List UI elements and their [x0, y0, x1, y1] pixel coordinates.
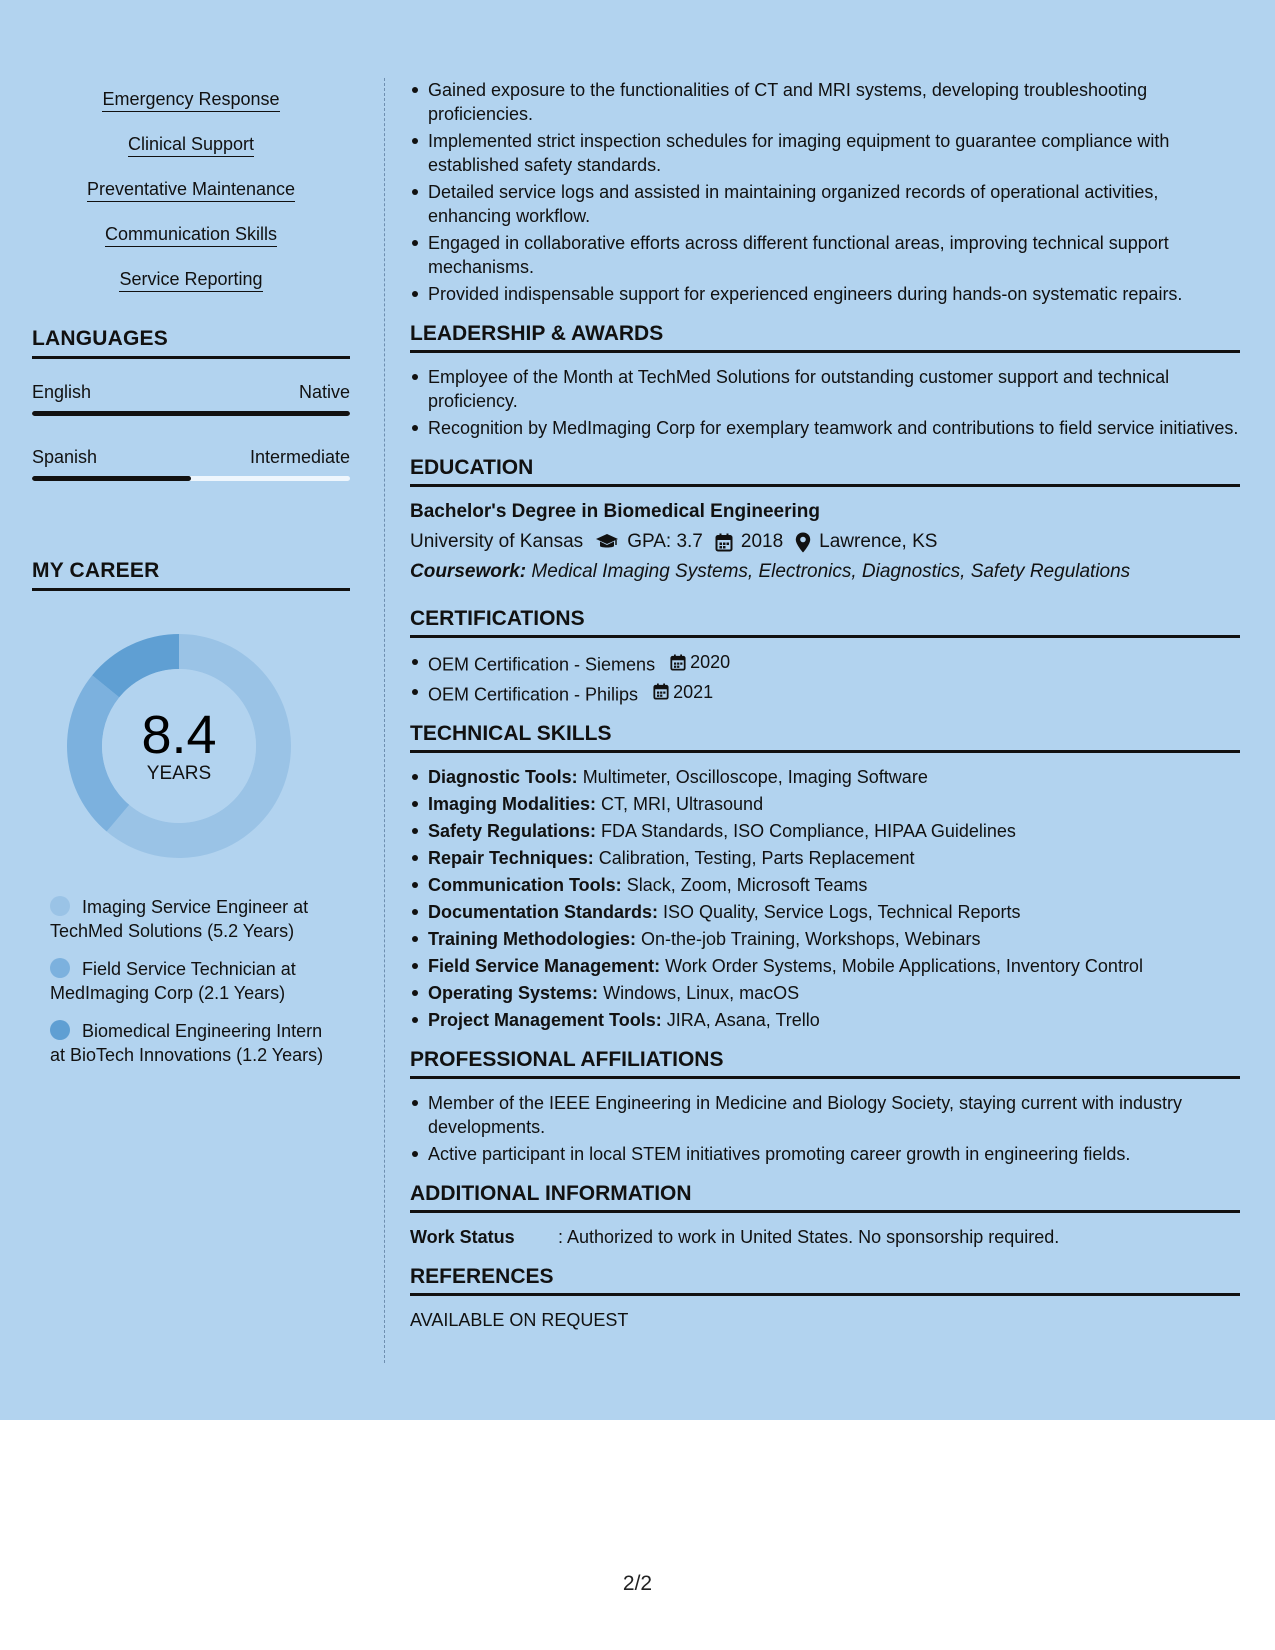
education-coursework [410, 559, 1240, 585]
education-location: Lawrence, KS [819, 531, 938, 552]
career-legend [32, 895, 332, 1067]
technical-skill-item: Diagnostic Tools: Multimeter, Oscilloscope, Imaging Software [410, 765, 1240, 789]
technical-skill-item: Training Methodologies: On-the-job Training, Workshops, Webinars [410, 927, 1240, 951]
legend-item: Biomedical Engineering Intern at BioTech Innovations (1.2 Years) [50, 1021, 324, 1065]
education-meta [410, 529, 1240, 555]
language-bar [32, 476, 350, 481]
technical-skills-list [410, 765, 1240, 1032]
language-level: Intermediate [249, 447, 350, 467]
coursework-label: Coursework: [410, 561, 527, 582]
work-status-value: : Authorized to work in United States. No sponsorship required. [558, 1227, 1060, 1247]
affiliations-list [410, 1091, 1240, 1166]
experience-bullet: Detailed service logs and assisted in maintaining organized records of operational activities, enhancing workflow. [410, 180, 1240, 228]
career-donut-chart [66, 633, 292, 859]
technical-skill-item: Field Service Management: Work Order Systems, Mobile Applications, Inventory Control [410, 954, 1240, 978]
skill-item: Emergency Response [32, 88, 350, 113]
technical-skill-item: Documentation Standards: ISO Quality, Service Logs, Technical Reports [410, 900, 1240, 924]
education-school: University of Kansas [410, 531, 584, 552]
certifications-list [410, 650, 1240, 706]
affiliations-heading: PROFESSIONAL AFFILIATIONS [410, 1048, 1240, 1079]
legend-dot [50, 1020, 70, 1040]
certification-item: OEM Certification - Siemens 2020 [410, 650, 1240, 677]
leadership-list [410, 365, 1240, 440]
legend-item: Field Service Technician at MedImaging Corp (2.1 Years) [50, 959, 296, 1003]
references-heading: REFERENCES [410, 1265, 1240, 1296]
work-status-row [410, 1225, 1240, 1249]
languages-heading: LANGUAGES [32, 327, 350, 359]
legend-dot [50, 958, 70, 978]
technical-skill-item: Project Management Tools: JIRA, Asana, Trello [410, 1008, 1240, 1032]
language-bar-fill [32, 476, 191, 481]
language-name: Spanish [32, 447, 98, 467]
skill-item: Service Reporting [32, 268, 350, 293]
left-column [32, 0, 350, 1081]
graduation-cap-icon [595, 533, 619, 551]
language-name: English [32, 382, 92, 402]
calendar-icon [653, 683, 669, 700]
leadership-item: Recognition by MedImaging Corp for exemplary teamwork and contributions to field service initiatives. [410, 416, 1240, 440]
coursework-list: Medical Imaging Systems, Electronics, Diagnostics, Safety Regulations [531, 561, 1131, 582]
calendar-icon [670, 654, 686, 671]
education-year: 2018 [740, 531, 784, 552]
career-heading: MY CAREER [32, 559, 350, 591]
additional-info-heading: ADDITIONAL INFORMATION [410, 1182, 1240, 1213]
experience-bullet: Engaged in collaborative efforts across different functional areas, improving technical support mechanisms. [410, 231, 1240, 279]
certifications-heading: CERTIFICATIONS [410, 607, 1240, 638]
experience-bullets [410, 78, 1240, 306]
career-total-years: 8.4 [141, 705, 217, 765]
skills-list [32, 0, 350, 293]
legend-item: Imaging Service Engineer at TechMed Solutions (5.2 Years) [50, 897, 309, 941]
technical-skill-item: Operating Systems: Windows, Linux, macOS [410, 981, 1240, 1005]
technical-skill-item: Imaging Modalities: CT, MRI, Ultrasound [410, 792, 1240, 816]
experience-bullet: Provided indispensable support for experienced engineers during hands-on systematic repairs. [410, 282, 1240, 306]
certification-year: 2021 [673, 681, 714, 702]
references-text: AVAILABLE ON REQUEST [410, 1310, 629, 1330]
language-spanish [32, 446, 350, 481]
experience-bullet: Implemented strict inspection schedules for imaging equipment to guarantee compliance with established safety standards. [410, 129, 1240, 177]
education-gpa: GPA: 3.7 [627, 531, 703, 552]
skill-item: Clinical Support [32, 133, 350, 158]
technical-skills-heading: TECHNICAL SKILLS [410, 722, 1240, 753]
affiliation-item: Member of the IEEE Engineering in Medicine and Biology Society, staying current with industry developments. [410, 1091, 1240, 1139]
education-heading: EDUCATION [410, 456, 1240, 487]
education-degree: Bachelor's Degree in Biomedical Engineering [410, 501, 820, 522]
leadership-heading: LEADERSHIP & AWARDS [410, 322, 1240, 353]
legend-dot [50, 896, 70, 916]
language-english [32, 381, 350, 416]
technical-skill-item: Safety Regulations: FDA Standards, ISO Compliance, HIPAA Guidelines [410, 819, 1240, 843]
certification-year: 2020 [690, 652, 731, 672]
experience-bullet: Gained exposure to the functionalities of CT and MRI systems, developing troubleshooting proficiencies. [410, 78, 1240, 126]
right-column [410, 78, 1240, 1332]
career-years-label: YEARS [146, 763, 212, 784]
certification-item: OEM Certification - Philips 2021 [410, 680, 1240, 707]
leadership-item: Employee of the Month at TechMed Solutions for outstanding customer support and technical proficiency. [410, 365, 1240, 413]
language-bar [32, 411, 350, 416]
location-pin-icon [795, 532, 811, 553]
page-number: 2/2 [622, 1572, 653, 1595]
technical-skill-item: Communication Tools: Slack, Zoom, Microsoft Teams [410, 873, 1240, 897]
calendar-icon [715, 533, 733, 552]
work-status-key: Work Status [410, 1227, 515, 1247]
language-level: Native [298, 382, 350, 402]
affiliation-item: Active participant in local STEM initiatives promoting career growth in engineering fields. [410, 1142, 1240, 1166]
language-bar-fill [32, 411, 350, 416]
technical-skill-item: Repair Techniques: Calibration, Testing, Parts Replacement [410, 846, 1240, 870]
skill-item: Communication Skills [32, 223, 350, 248]
skill-item: Preventative Maintenance [32, 178, 350, 203]
column-divider [384, 78, 385, 1363]
